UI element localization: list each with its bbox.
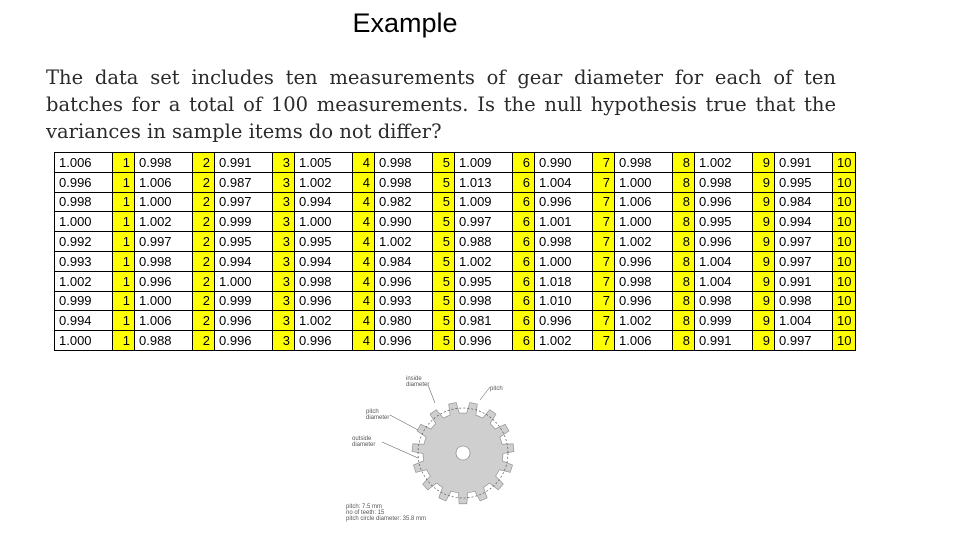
batch-number-cell: 3 <box>273 311 295 331</box>
measurement-cell: 0.981 <box>455 311 513 331</box>
measurement-cell: 1.006 <box>135 311 193 331</box>
batch-number-cell: 1 <box>113 192 135 212</box>
batch-number-cell: 8 <box>673 251 695 271</box>
measurement-cell: 1.018 <box>535 271 593 291</box>
batch-number-cell: 10 <box>833 192 856 212</box>
batch-number-cell: 6 <box>513 311 535 331</box>
batch-number-cell: 10 <box>833 251 856 271</box>
measurement-cell: 0.994 <box>215 251 273 271</box>
gear-diagram <box>340 370 550 530</box>
measurement-cell: 1.000 <box>215 271 273 291</box>
measurement-cell: 0.993 <box>55 251 113 271</box>
measurement-cell: 0.982 <box>375 192 433 212</box>
batch-number-cell: 9 <box>753 271 775 291</box>
batch-number-cell: 9 <box>753 331 775 351</box>
measurement-cell: 0.995 <box>695 212 753 232</box>
batch-number-cell: 7 <box>593 331 615 351</box>
slide-title: Example <box>352 8 458 38</box>
measurement-cell: 1.002 <box>695 153 753 173</box>
measurement-cell: 0.998 <box>135 153 193 173</box>
batch-number-cell: 2 <box>193 271 215 291</box>
batch-number-cell: 8 <box>673 232 695 252</box>
measurement-cell: 1.002 <box>135 212 193 232</box>
measurement-cell: 0.998 <box>615 271 673 291</box>
batch-number-cell: 6 <box>513 232 535 252</box>
measurement-cell: 0.996 <box>55 172 113 192</box>
table-row <box>55 271 856 291</box>
batch-number-cell: 5 <box>433 311 455 331</box>
batch-number-cell: 4 <box>353 271 375 291</box>
measurement-cell: 0.990 <box>375 212 433 232</box>
measurement-cell: 1.000 <box>295 212 353 232</box>
batch-number-cell: 4 <box>353 232 375 252</box>
batch-number-cell: 4 <box>353 311 375 331</box>
measurement-cell: 0.998 <box>295 271 353 291</box>
batch-number-cell: 1 <box>113 212 135 232</box>
batch-number-cell: 10 <box>833 153 856 173</box>
measurement-cell: 1.010 <box>535 291 593 311</box>
measurement-cell: 0.994 <box>775 212 833 232</box>
batch-number-cell: 9 <box>753 212 775 232</box>
measurement-cell: 0.997 <box>455 212 513 232</box>
batch-number-cell: 5 <box>433 331 455 351</box>
pitch-diameter-label-line2: diameter <box>366 415 390 421</box>
measurement-cell: 1.004 <box>775 311 833 331</box>
table-row <box>55 212 856 232</box>
measurement-cell: 0.995 <box>455 271 513 291</box>
batch-number-cell: 1 <box>113 311 135 331</box>
measurement-cell: 1.002 <box>535 331 593 351</box>
batch-number-cell: 6 <box>513 251 535 271</box>
pitch-diameter-leader <box>390 415 418 430</box>
measurement-cell: 0.995 <box>295 232 353 252</box>
batch-number-cell: 5 <box>433 271 455 291</box>
batch-number-cell: 7 <box>593 291 615 311</box>
measurement-cell: 1.006 <box>615 192 673 212</box>
measurement-cell: 0.998 <box>615 153 673 173</box>
batch-number-cell: 3 <box>273 291 295 311</box>
measurement-cell: 1.002 <box>615 311 673 331</box>
measurement-cell: 1.004 <box>695 271 753 291</box>
batch-number-cell: 8 <box>673 331 695 351</box>
batch-number-cell: 9 <box>753 153 775 173</box>
table-row <box>55 172 856 192</box>
measurement-cell: 0.991 <box>775 271 833 291</box>
measurement-cell: 1.004 <box>695 251 753 271</box>
batch-number-cell: 6 <box>513 331 535 351</box>
measurement-cell: 0.998 <box>55 192 113 212</box>
batch-number-cell: 10 <box>833 172 856 192</box>
batch-number-cell: 4 <box>353 331 375 351</box>
batch-number-cell: 2 <box>193 192 215 212</box>
measurement-cell: 1.002 <box>55 271 113 291</box>
measurement-cell: 0.996 <box>295 331 353 351</box>
batch-number-cell: 2 <box>193 232 215 252</box>
batch-number-cell: 7 <box>593 172 615 192</box>
measurement-cell: 1.002 <box>455 251 513 271</box>
batch-number-cell: 9 <box>753 311 775 331</box>
batch-number-cell: 7 <box>593 251 615 271</box>
batch-number-cell: 7 <box>593 232 615 252</box>
pitch-diameter-label-line1: pitch <box>366 409 379 415</box>
measurement-cell: 0.994 <box>295 251 353 271</box>
measurement-cell: 0.998 <box>695 172 753 192</box>
measurement-cell: 0.997 <box>215 192 273 212</box>
measurement-cell: 0.997 <box>775 232 833 252</box>
batch-number-cell: 8 <box>673 153 695 173</box>
batch-number-cell: 8 <box>673 291 695 311</box>
measurement-cell: 0.996 <box>375 271 433 291</box>
measurement-cell: 0.987 <box>215 172 273 192</box>
measurement-cell: 0.996 <box>135 271 193 291</box>
measurement-cell: 1.004 <box>535 172 593 192</box>
batch-number-cell: 9 <box>753 232 775 252</box>
measurement-cell: 1.000 <box>615 172 673 192</box>
measurement-cell: 0.992 <box>55 232 113 252</box>
batch-number-cell: 7 <box>593 271 615 291</box>
measurement-cell: 0.996 <box>215 331 273 351</box>
batch-number-cell: 5 <box>433 251 455 271</box>
measurement-cell: 0.980 <box>375 311 433 331</box>
batch-number-cell: 2 <box>193 291 215 311</box>
measurement-cell: 1.000 <box>135 192 193 212</box>
measurement-cell: 0.997 <box>775 331 833 351</box>
batch-number-cell: 6 <box>513 192 535 212</box>
measurement-cell: 0.997 <box>775 251 833 271</box>
batch-number-cell: 3 <box>273 172 295 192</box>
measurement-cell: 1.000 <box>135 291 193 311</box>
batch-number-cell: 2 <box>193 212 215 232</box>
measurement-cell: 1.006 <box>55 153 113 173</box>
measurement-cell: 0.994 <box>295 192 353 212</box>
measurement-cell: 1.009 <box>455 192 513 212</box>
batch-number-cell: 8 <box>673 271 695 291</box>
batch-number-cell: 5 <box>433 232 455 252</box>
batch-number-cell: 4 <box>353 153 375 173</box>
batch-number-cell: 5 <box>433 153 455 173</box>
measurement-cell: 1.002 <box>295 311 353 331</box>
outside-label-line2: diameter <box>352 442 376 448</box>
table-row <box>55 251 856 271</box>
table-row <box>55 192 856 212</box>
batch-number-cell: 3 <box>273 192 295 212</box>
batch-number-cell: 9 <box>753 291 775 311</box>
measurement-cell: 1.006 <box>615 331 673 351</box>
pitch-label: pitch <box>490 386 503 392</box>
measurement-cell: 0.996 <box>615 291 673 311</box>
batch-number-cell: 1 <box>113 153 135 173</box>
batch-number-cell: 9 <box>753 192 775 212</box>
measurement-cell: 0.998 <box>375 172 433 192</box>
measurement-cell: 0.996 <box>535 192 593 212</box>
measurement-cell: 1.002 <box>295 172 353 192</box>
measurement-cell: 0.996 <box>455 331 513 351</box>
measurement-cell: 0.988 <box>135 331 193 351</box>
measurement-cell: 1.000 <box>615 212 673 232</box>
batch-number-cell: 1 <box>113 291 135 311</box>
batch-number-cell: 3 <box>273 212 295 232</box>
measurement-cell: 0.998 <box>135 251 193 271</box>
inside-label-line1: inside <box>406 376 422 382</box>
batch-number-cell: 1 <box>113 232 135 252</box>
batch-number-cell: 3 <box>273 232 295 252</box>
batch-number-cell: 10 <box>833 212 856 232</box>
batch-number-cell: 3 <box>273 251 295 271</box>
outside-label-line1: outside <box>352 436 372 442</box>
measurement-cell: 0.995 <box>215 232 273 252</box>
measurement-cell: 1.000 <box>55 212 113 232</box>
batch-number-cell: 9 <box>753 251 775 271</box>
measurement-cell: 1.002 <box>615 232 673 252</box>
batch-number-cell: 7 <box>593 212 615 232</box>
problem-statement: The data set includes ten measurements of gear diameter for each of ten batches for a total of 100 measurements. Is the null hypothesis true that the variances in sample items do not differ? <box>46 66 836 143</box>
measurement-cell: 0.993 <box>375 291 433 311</box>
measurement-cell: 0.984 <box>375 251 433 271</box>
spec-pitch: pitch: 7.5 mm <box>346 504 383 510</box>
measurement-cell: 0.991 <box>775 153 833 173</box>
batch-number-cell: 5 <box>433 212 455 232</box>
batch-number-cell: 8 <box>673 172 695 192</box>
gear-diameter-table <box>54 152 856 351</box>
measurement-cell: 1.002 <box>375 232 433 252</box>
batch-number-cell: 3 <box>273 331 295 351</box>
batch-number-cell: 2 <box>193 153 215 173</box>
measurement-cell: 0.996 <box>215 311 273 331</box>
batch-number-cell: 6 <box>513 212 535 232</box>
measurement-cell: 1.001 <box>535 212 593 232</box>
spec-pitch-circle: pitch circle diameter: 35.8 mm <box>346 516 427 522</box>
batch-number-cell: 2 <box>193 331 215 351</box>
measurement-cell: 0.996 <box>535 311 593 331</box>
batch-number-cell: 10 <box>833 311 856 331</box>
measurement-cell: 0.984 <box>775 192 833 212</box>
measurement-cell: 0.996 <box>295 291 353 311</box>
batch-number-cell: 4 <box>353 172 375 192</box>
table-row <box>55 232 856 252</box>
batch-number-cell: 1 <box>113 331 135 351</box>
measurement-cell: 0.996 <box>695 192 753 212</box>
batch-number-cell: 6 <box>513 291 535 311</box>
batch-number-cell: 7 <box>593 311 615 331</box>
measurement-cell: 0.998 <box>775 291 833 311</box>
batch-number-cell: 1 <box>113 271 135 291</box>
batch-number-cell: 6 <box>513 271 535 291</box>
batch-number-cell: 10 <box>833 271 856 291</box>
gear-bore <box>456 446 470 460</box>
measurement-cell: 0.998 <box>535 232 593 252</box>
batch-number-cell: 2 <box>193 311 215 331</box>
measurement-cell: 0.999 <box>215 291 273 311</box>
measurement-cell: 0.997 <box>135 232 193 252</box>
measurement-cell: 0.999 <box>55 291 113 311</box>
table-row <box>55 311 856 331</box>
table-row <box>55 153 856 173</box>
batch-number-cell: 7 <box>593 192 615 212</box>
batch-number-cell: 5 <box>433 192 455 212</box>
table-row <box>55 291 856 311</box>
batch-number-cell: 4 <box>353 192 375 212</box>
batch-number-cell: 1 <box>113 172 135 192</box>
batch-number-cell: 8 <box>673 192 695 212</box>
batch-number-cell: 6 <box>513 153 535 173</box>
measurement-cell: 0.998 <box>695 291 753 311</box>
measurement-cell: 0.999 <box>695 311 753 331</box>
batch-number-cell: 10 <box>833 291 856 311</box>
measurement-cell: 1.005 <box>295 153 353 173</box>
batch-number-cell: 5 <box>433 172 455 192</box>
measurement-cell: 0.995 <box>775 172 833 192</box>
batch-number-cell: 10 <box>833 331 856 351</box>
measurement-cell: 1.000 <box>55 331 113 351</box>
measurement-cell: 0.996 <box>695 232 753 252</box>
measurement-cell: 0.998 <box>375 153 433 173</box>
pitch-leader <box>480 387 490 400</box>
measurement-cell: 0.990 <box>535 153 593 173</box>
batch-number-cell: 5 <box>433 291 455 311</box>
batch-number-cell: 3 <box>273 153 295 173</box>
batch-number-cell: 8 <box>673 311 695 331</box>
batch-number-cell: 10 <box>833 232 856 252</box>
batch-number-cell: 3 <box>273 271 295 291</box>
measurement-cell: 1.013 <box>455 172 513 192</box>
measurement-cell: 0.998 <box>455 291 513 311</box>
batch-number-cell: 4 <box>353 251 375 271</box>
table-row <box>55 331 856 351</box>
batch-number-cell: 2 <box>193 172 215 192</box>
measurement-cell: 0.999 <box>215 212 273 232</box>
measurement-cell: 0.996 <box>375 331 433 351</box>
batch-number-cell: 4 <box>353 212 375 232</box>
measurement-cell: 0.991 <box>695 331 753 351</box>
batch-number-cell: 2 <box>193 251 215 271</box>
measurement-cell: 1.000 <box>535 251 593 271</box>
measurement-cell: 0.994 <box>55 311 113 331</box>
measurement-cell: 1.006 <box>135 172 193 192</box>
spec-teeth: no of teeth: 15 <box>346 510 385 516</box>
measurement-cell: 0.988 <box>455 232 513 252</box>
measurement-cell: 0.996 <box>615 251 673 271</box>
batch-number-cell: 4 <box>353 291 375 311</box>
measurement-cell: 0.991 <box>215 153 273 173</box>
inside-label-line2: diameter <box>406 382 430 388</box>
batch-number-cell: 9 <box>753 172 775 192</box>
batch-number-cell: 1 <box>113 251 135 271</box>
batch-number-cell: 7 <box>593 153 615 173</box>
measurement-cell: 1.009 <box>455 153 513 173</box>
batch-number-cell: 8 <box>673 212 695 232</box>
batch-number-cell: 6 <box>513 172 535 192</box>
